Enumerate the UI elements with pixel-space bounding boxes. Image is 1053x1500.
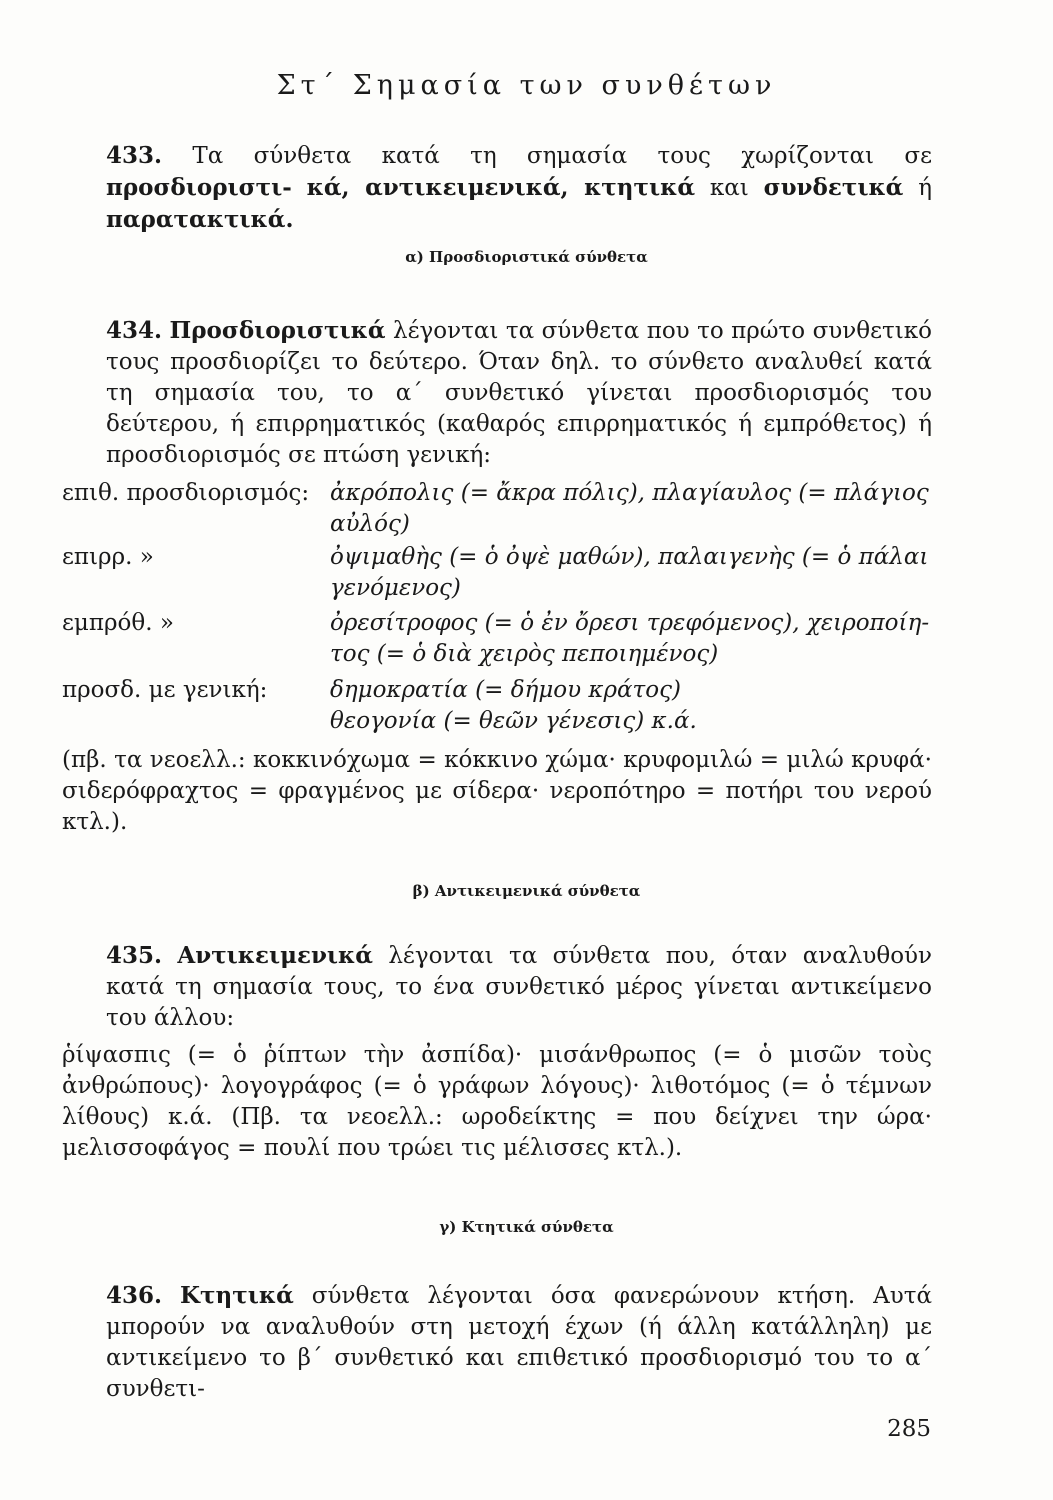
page-number: 285 <box>887 1416 931 1442</box>
paragraph-436 <box>106 1280 932 1405</box>
para-text: λέγονται τα σύνθετα που το πρώτο συνθετικό τους προσδιορίζει το δεύτερο. Όταν δηλ. το σύνθετο αναλυθεί κατά τη σημασία του, το α΄ συνθετικό γίνεται προσδιορισμός του δεύτερου, ή επιρρηματικός (καθαρός επιρρηματικός ή εμπρόθετος) ή προσδιορισμός σε πτώση γενική: <box>106 318 932 468</box>
example-label: επιθ. προσδιορισμός: <box>62 480 310 506</box>
para-number: 433. <box>106 142 163 169</box>
paragraph-435 <box>106 940 932 1034</box>
example-line: τος (= ὁ διὰ χειρὸς πεποιημένος) <box>330 641 719 667</box>
example-line: γενόμενος) <box>330 575 461 601</box>
example-label: εμπρόθ. » <box>62 610 174 636</box>
term: παρατακτικά. <box>106 206 294 233</box>
subheading-b: β) Αντικειμενικά σύνθετα <box>412 882 641 900</box>
example-line: ἀκρόπολις (= ἄκρα πόλις), πλαγίαυλος (= πλάγιος <box>330 480 929 506</box>
term: προσδιοριστι- <box>106 174 292 201</box>
para-text: λέγονται τα σύνθετα που, όταν αναλυθούν κατά τη σημασία τους, το ένα συνθετικό μέρος γίνεται αντικείμενο του άλλου: <box>106 943 932 1031</box>
term: Κτητικά <box>180 1282 294 1309</box>
para-text: σύνθετα λέγονται όσα φανερώνουν κτήση. Αυτά μπορούν να αναλυθούν στη μετοχή έχων (ή άλλη κατάλληλη) με αντικείμενο το β΄ συνθετικό και επιθετικό προσδιορισμό του το α΄ συνθετι- <box>106 1283 933 1402</box>
example-label: επιρρ. » <box>62 544 154 570</box>
para-text: και <box>709 175 749 201</box>
term: κά, αντικειμενικά, κτητικά <box>306 174 696 201</box>
example-line: ὀρεσίτροφος (= ὁ ἐν ὄρεσι τρεφόμενος), χειροποίη- <box>330 610 930 636</box>
paragraph-434 <box>106 315 932 471</box>
example-line: αὐλός) <box>330 511 410 537</box>
paragraph-434-note: (πβ. τα νεοελλ.: κοκκινόχωμα = κόκκινο χώμα· κρυφομιλώ = μιλώ κρυφά· σιδερόφραχτος = φραγμένος με σίδερα· νεροπότηρο = ποτήρι του νερού κτλ.). <box>62 747 932 835</box>
example-line: ὀψιμαθὴς (= ὁ ὀψὲ μαθών), παλαιγενὴς (= ὁ πάλαι <box>330 544 929 570</box>
para-text: ή <box>918 175 932 201</box>
example-line: θεογονία (= θεῶν γένεσις) κ.ά. <box>330 708 697 734</box>
subheading-a: α) Προσδιοριστικά σύνθετα <box>405 248 648 266</box>
section-heading: Στ΄ Σημασία των συνθέτων <box>276 70 777 101</box>
para-number: 435. <box>106 942 163 969</box>
term: συνδετικά <box>763 174 904 201</box>
para-number: 436. <box>106 1282 163 1309</box>
term: Προσδιοριστικά <box>169 317 386 344</box>
example-label: προσδ. με γενική: <box>62 677 268 703</box>
paragraph-433 <box>106 140 932 236</box>
paragraph-435-examples: ῥίψασπις (= ὁ ῥίπτων τὴν ἀσπίδα)· μισάνθρωπος (= ὁ μισῶν τοὺς ἀνθρώπους)· λογογράφος (= ὁ γράφων λόγους)· λιθοτόμος (= ὁ τέμνων λίθους) κ.ά. (Πβ. τα νεοελλ.: ωροδείκτης = που δείχνει την ώρα· μελισσοφάγος = πουλί που τρώει τις μέλισσες κτλ.). <box>62 1042 932 1161</box>
para-number: 434. <box>106 317 163 344</box>
para-text: Τα σύνθετα κατά τη σημασία τους χωρίζονται σε <box>192 143 932 169</box>
subheading-c: γ) Κτητικά σύνθετα <box>439 1218 614 1236</box>
example-line: δημοκρατία (= δήμου κράτος) <box>330 677 681 703</box>
term: Αντικειμενικά <box>177 942 373 969</box>
